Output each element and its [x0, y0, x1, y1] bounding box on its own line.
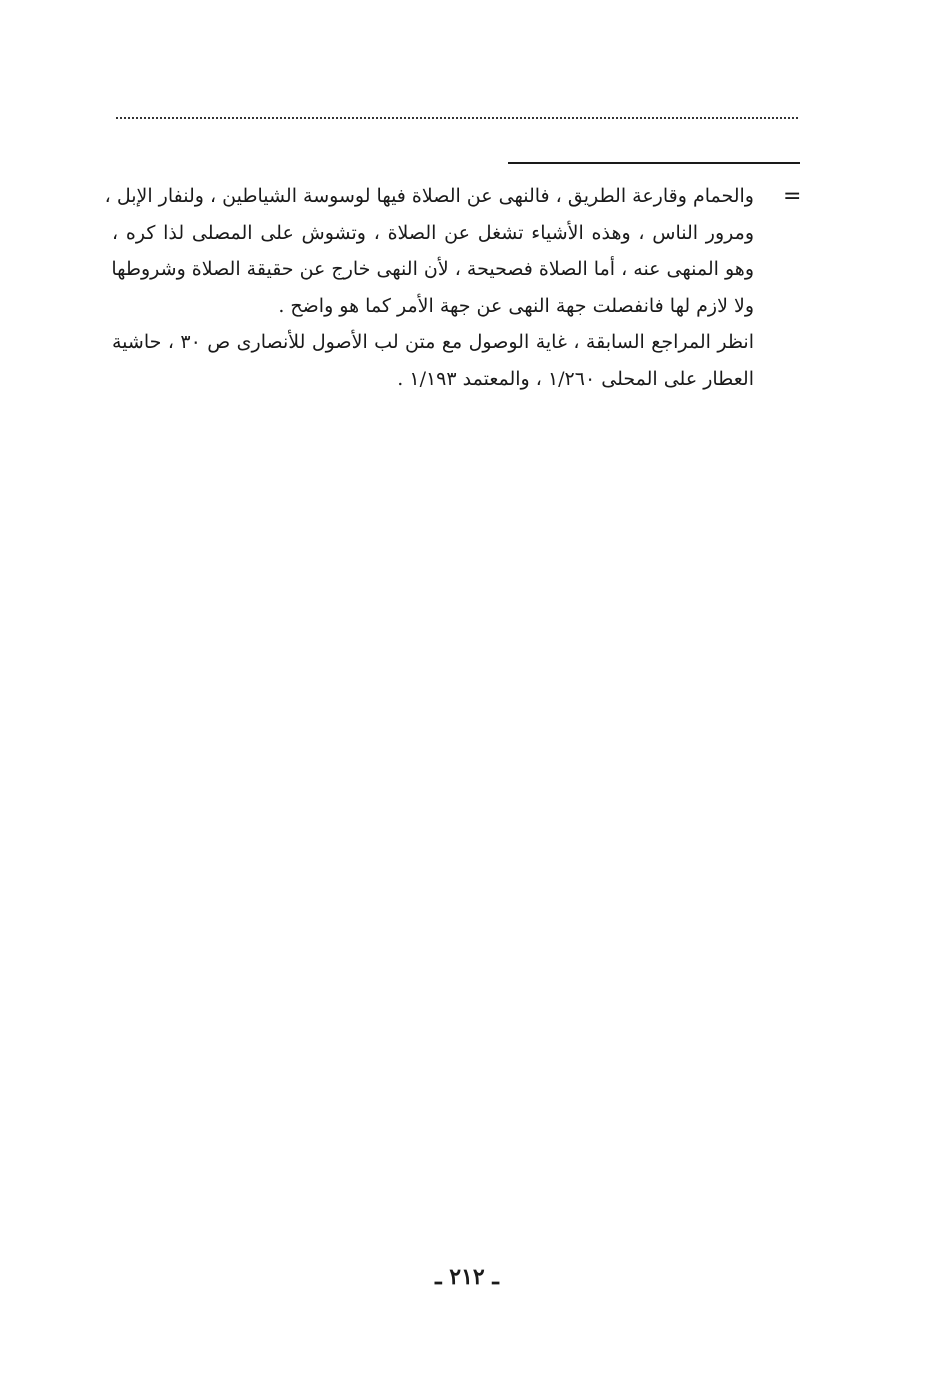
- footnote-continuation-mark: =: [783, 184, 802, 209]
- footnote-line: والحمام وقارعة الطريق ، فالنهى عن الصلاة فيها لوسوسة الشياطين ، ولنفار الإبل ،: [104, 185, 754, 207]
- footnote-line: ولا لازم لها فانفصلت جهة النهى عن جهة الأمر كما هو واضح .: [278, 294, 754, 317]
- page-number: ـ ٢١٢ ـ: [435, 1264, 499, 1290]
- footnote-line: ومرور الناس ، وهذه الأشياء تشغل عن الصلاة ، وتشوش على المصلى لذا كره ،: [112, 221, 754, 244]
- footnote-separator-rule: [508, 162, 800, 164]
- footnote-line: انظر المراجع السابقة ، غاية الوصول مع متن لب الأصول للأنصارى ص ٣٠ ، حاشية: [112, 331, 754, 353]
- header-dotted-separator: [116, 117, 798, 119]
- footnote-line: العطار على المحلى ١/٢٦٠ ، والمعتمد ١/١٩٣ .: [397, 367, 754, 390]
- footnote-text: [104, 178, 754, 397]
- footnote-line: وهو المنهى عنه ، أما الصلاة فصحيحة ، لأن النهى خارج عن حقيقة الصلاة وشروطها: [111, 258, 754, 280]
